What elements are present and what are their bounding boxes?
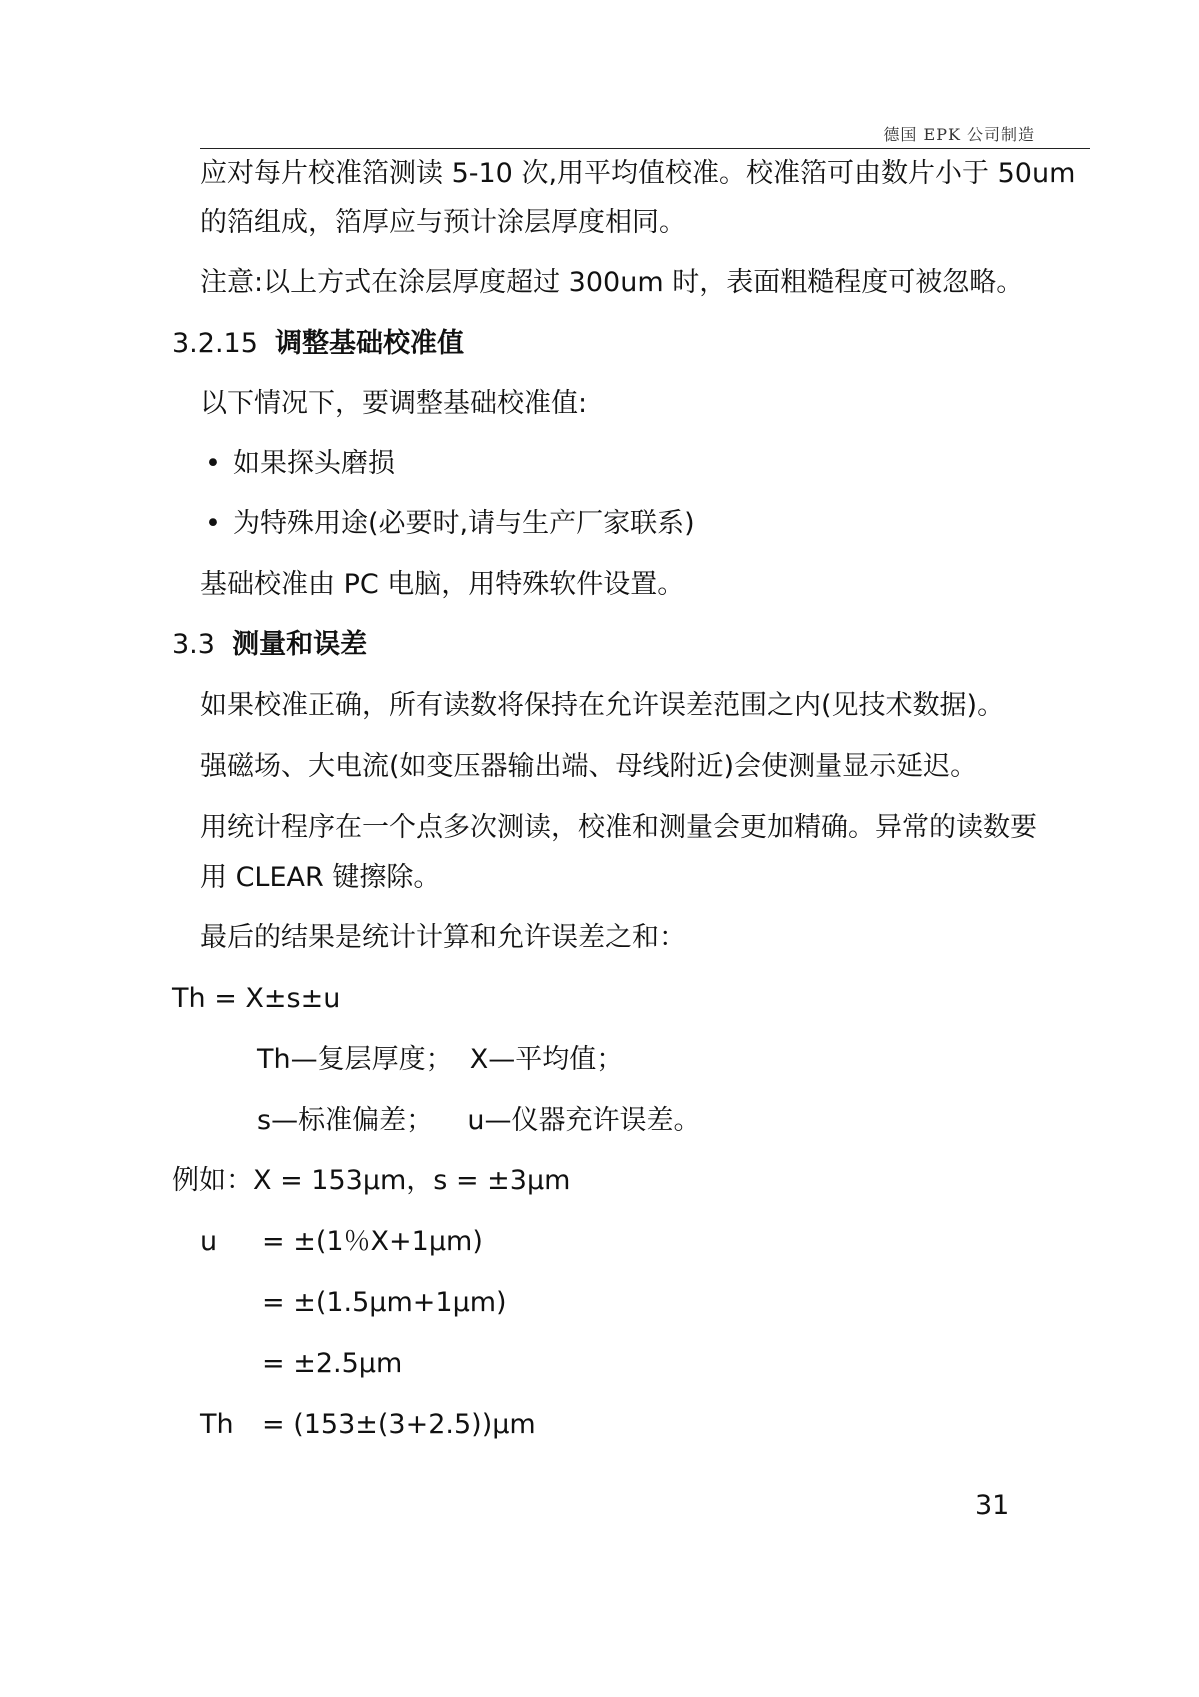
calc-expression: = ±2.5μm [262,1348,403,1379]
calc-label: Th [200,1409,234,1440]
section-title: 调整基础校准值 [275,328,465,359]
list-item [205,446,395,482]
calc-expression: = ±(1％X+1μm) [262,1226,483,1257]
paragraph-line: 应对每片校准箔测读 5-10 次,用平均值校准。校准箔可由数片小于 50um [200,158,1076,189]
paragraph: 强磁场、大电流(如变压器输出端、母线附近)会使测量显示延迟。 [200,751,978,782]
bullet-icon: • [205,508,221,539]
bullet-icon: • [205,448,221,479]
section-number: 3.2.15 [172,328,258,359]
calc-expression: = (153±(3+2.5))μm [262,1409,536,1440]
paragraph: 最后的结果是统计计算和允许误差之和： [200,922,686,953]
note-paragraph: 注意:以上方式在涂层厚度超过 300um 时，表面粗糙程度可被忽略。 [200,267,1024,298]
list-item-text: 为特殊用途(必要时,请与生产厂家联系) [233,508,695,539]
page-number: 31 [975,1490,1010,1521]
list-item [205,506,695,542]
calc-expression: = ±(1.5μm+1μm) [262,1287,507,1318]
page-header [200,118,1090,149]
definition-line: s—标准偏差； u—仪器充许误差。 [257,1105,701,1136]
example-line: 例如：X = 153μm，s = ±3μm [172,1165,571,1196]
paragraph: 以下情况下，要调整基础校准值: [200,388,588,419]
calc-label: u [200,1226,218,1257]
paragraph: 基础校准由 PC 电脑，用特殊软件设置。 [200,569,685,600]
definition-line: Th—复层厚度； X—平均值； [257,1044,624,1075]
paragraph-line: 用 CLEAR 键擦除。 [200,862,441,893]
section-heading-3-2-15 [172,326,464,362]
paragraph-line: 的箔组成，箔厚应与预计涂层厚度相同。 [200,207,686,238]
list-item-text: 如果探头磨损 [233,448,395,479]
header-text: 德国 EPK 公司制造 [883,125,1035,144]
paragraph-line: 用统计程序在一个点多次测读，校准和测量会更加精确。异常的读数要 [200,812,1037,843]
section-number: 3.3 [172,629,215,660]
formula: Th = X±s±u [172,983,341,1014]
section-heading-3-3 [172,627,367,663]
section-title: 测量和误差 [232,629,368,660]
paragraph: 如果校准正确，所有读数将保持在允许误差范围之内(见技术数据)。 [200,690,1005,721]
